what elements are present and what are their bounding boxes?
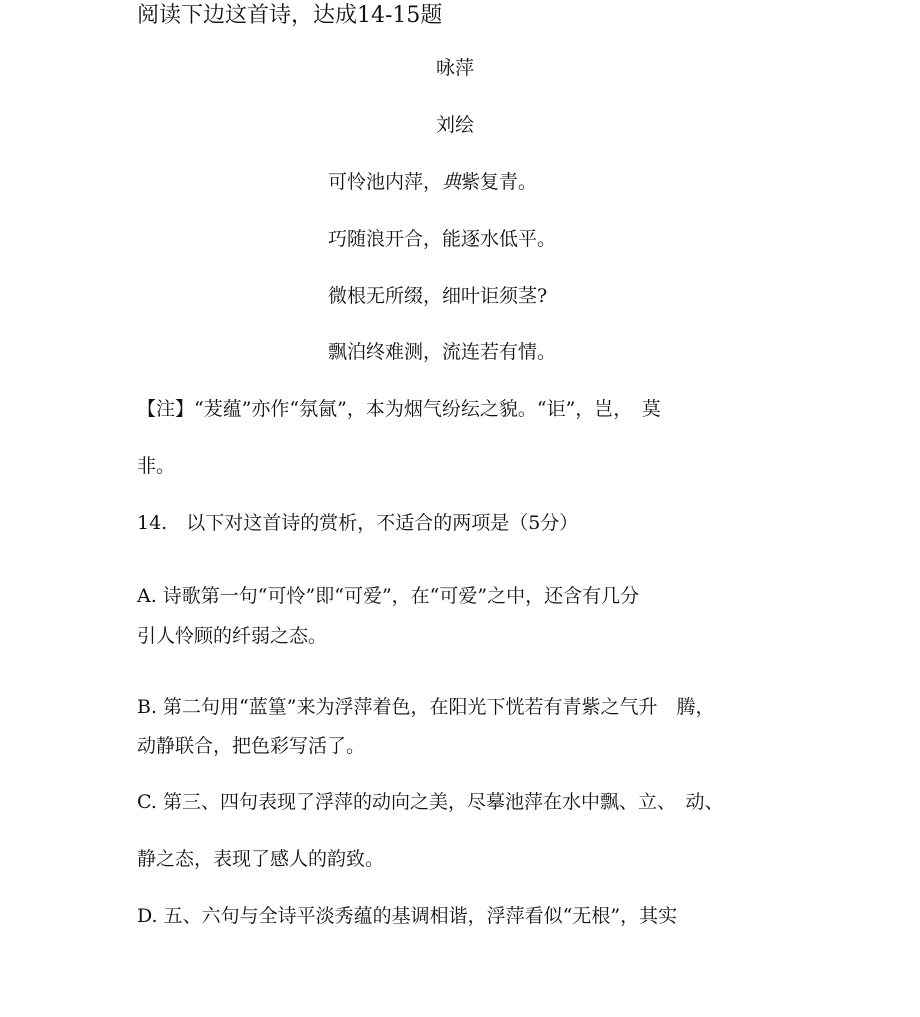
option-b-line-2: 动静联合，把色彩写活了。 bbox=[137, 735, 366, 757]
poem-line-4: 飘泊终难测，流连若有情。 bbox=[328, 341, 557, 363]
poem-line-1-part-1: 可怜池内萍， bbox=[328, 171, 443, 193]
option-d-line-1: D. 五、六句与全诗平淡秀蕴的基调相谐，浮萍看似“无根”，其实 bbox=[137, 905, 678, 927]
reading-instruction: 阅读下边这首诗，达成14-15题 bbox=[137, 3, 443, 28]
option-b-line-1: B. 第二句用“蓝篁”来为浮萍着色，在阳光下恍若有青紫之气升 腾， bbox=[137, 696, 715, 718]
poem-title: 咏萍 bbox=[435, 57, 474, 79]
option-c-line-2: 静之态，表现了感人的韵致。 bbox=[137, 848, 385, 870]
option-a-line-2: 引人怜顾的纤弱之态。 bbox=[137, 625, 328, 647]
question-stem: 14. 以下对这首诗的赏析，不适合的两项是（5分） bbox=[137, 512, 579, 534]
poem-line-2: 巧随浪开合，能逐水低平。 bbox=[328, 228, 557, 250]
annotation-line-1: 【注】“茇蕴”亦作“氛氤”，本为烟气纷纭之貌。“讵”，岂， 莫 bbox=[137, 398, 661, 420]
poem-line-1-italic-char: 典 bbox=[442, 171, 462, 193]
poem-line-1-part-2: 紫复青。 bbox=[461, 171, 538, 193]
option-a-line-1: A. 诗歌第一句“可怜”即“可爱”，在“可爱”之中，还含有几分 bbox=[137, 585, 640, 607]
poem-line-3: 微根无所缀，细叶讵须茎? bbox=[328, 285, 548, 307]
annotation-line-2: 非。 bbox=[137, 455, 176, 477]
poem-line-1 bbox=[328, 170, 537, 194]
option-c-line-1: C. 第三、四句表现了浮萍的动向之美，尽摹池萍在水中飘、立、 动、 bbox=[137, 791, 724, 813]
poem-author: 刘绘 bbox=[435, 114, 474, 136]
